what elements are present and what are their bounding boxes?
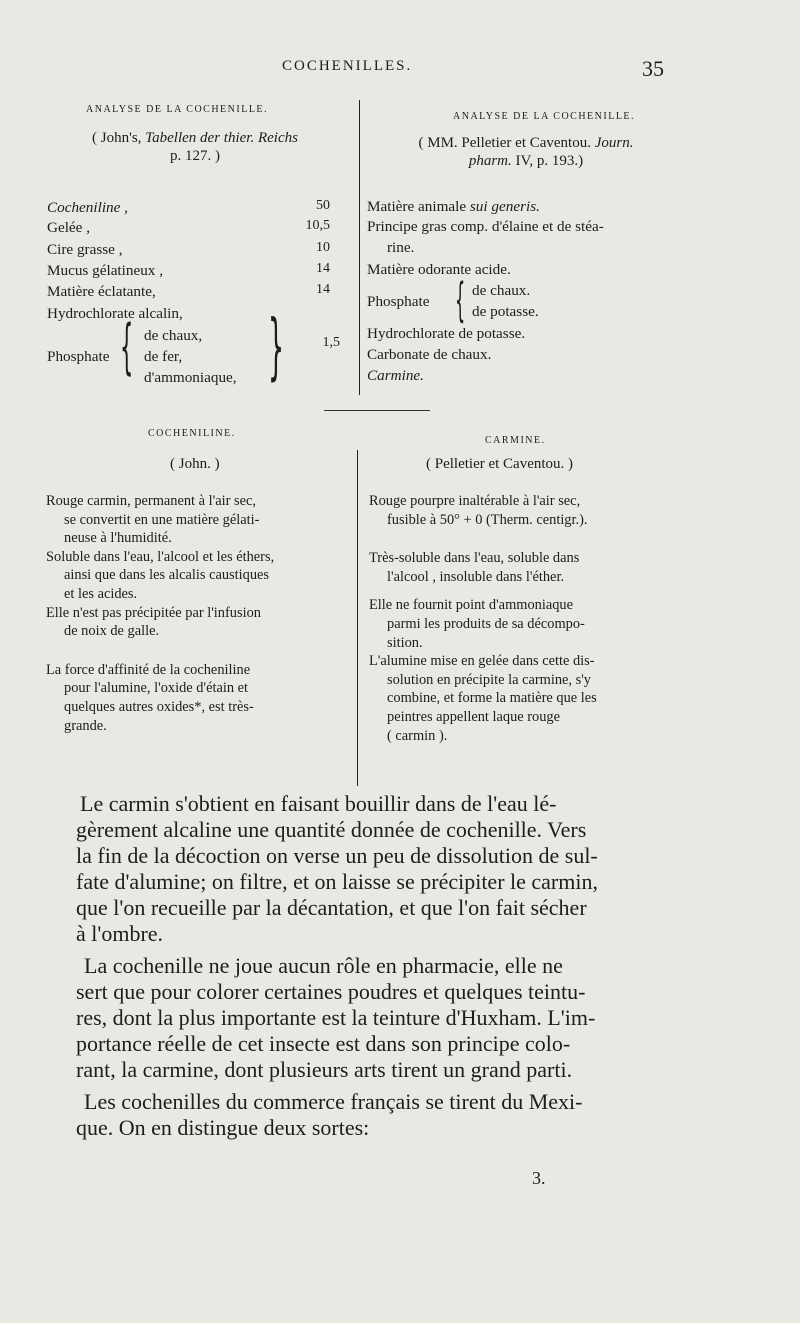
left-phosphate-sub-3: d'ammoniaque, bbox=[144, 369, 237, 386]
table2-column-divider bbox=[357, 450, 358, 786]
body-line: Les cochenilles du commerce français se tirent du Mexi- bbox=[84, 1089, 583, 1114]
left-phosphate-sub-1: de chaux, bbox=[144, 327, 203, 344]
body-line: Le carmin s'obtient en faisant bouillir dans de l'eau lé- bbox=[80, 791, 557, 816]
carmine-line: peintres appellent laque rouge bbox=[387, 708, 561, 725]
left-brace-open: { bbox=[120, 312, 134, 382]
body-line: rant, la carmine, dont plusieurs arts tirent un grand parti. bbox=[76, 1057, 573, 1082]
left-value-gelee: 10,5 bbox=[305, 218, 330, 233]
carmine-line: ( carmin ). bbox=[387, 727, 448, 744]
right-brace: { bbox=[455, 273, 466, 327]
left-item-matiere: Matière éclatante, bbox=[47, 283, 156, 300]
carmine-line: fusible à 50° + 0 (Therm. centigr.). bbox=[387, 511, 588, 528]
carmine-properties bbox=[369, 492, 679, 745]
right-phosphate-sub-2: de potasse. bbox=[472, 303, 539, 320]
cocheniline-line: Elle n'est pas précipitée par l'infusion bbox=[46, 604, 261, 621]
cocheniline-line: pour l'alumine, l'oxide d'étain et bbox=[64, 680, 249, 697]
left-value-mucus: 14 bbox=[316, 261, 330, 276]
carmine-line: parmi les produits de sa décompo- bbox=[387, 615, 585, 632]
cocheniline-line: Soluble dans l'eau, l'alcool et les éthers, bbox=[46, 548, 275, 565]
carmine-line: Elle ne fournit point d'ammoniaque bbox=[369, 597, 574, 614]
cocheniline-line: grande. bbox=[64, 717, 107, 734]
body-line: à l'ombre. bbox=[76, 921, 164, 946]
left-item-hydrochlorate: Hydrochlorate alcalin, bbox=[47, 305, 183, 322]
body-text bbox=[76, 791, 736, 1141]
cocheniline-line: neuse à l'humidité. bbox=[64, 530, 172, 547]
body-line: la fin de la décoction on verse un peu de dissolution de sul- bbox=[76, 843, 598, 868]
table2-left-source: ( John. ) bbox=[170, 456, 220, 472]
right-item-principe-gras-cont: rine. bbox=[387, 239, 415, 256]
cocheniline-line: de noix de galle. bbox=[64, 623, 160, 640]
table1-left-source: ( John's, Tabellen der thier. Reichs p. 127. ) bbox=[92, 130, 298, 164]
left-item-cire: Cire grasse , bbox=[47, 241, 123, 258]
right-item-carbonate: Carbonate de chaux. bbox=[367, 346, 492, 363]
left-phosphate-label: Phosphate bbox=[47, 348, 110, 365]
table2-right-source: ( Pelletier et Caventou. ) bbox=[426, 456, 574, 472]
left-phosphate-value: 1,5 bbox=[322, 335, 340, 350]
cocheniline-line: quelques autres oxides*, est très- bbox=[64, 698, 254, 715]
table1-right-source: ( MM. Pelletier et Caventou. Journ. pharm. IV, p. 193.) bbox=[418, 135, 634, 169]
signature-mark: 3. bbox=[532, 1168, 546, 1188]
left-value-cire: 10 bbox=[316, 240, 330, 255]
left-item-gelee: Gelée , bbox=[47, 219, 91, 236]
cocheniline-line: et les acides. bbox=[64, 585, 138, 602]
body-line: portance réelle de cet insecte est dans son principe colo- bbox=[76, 1031, 571, 1056]
right-item-hydrochlorate: Hydrochlorate de potasse. bbox=[367, 325, 526, 342]
body-line: fate d'alumine; on filtre, et on laisse se précipiter le carmin, bbox=[76, 869, 598, 894]
table2-left-heading: COCHENILINE. bbox=[148, 428, 236, 439]
table2-right-heading: CARMINE. bbox=[485, 435, 546, 446]
carmine-line: Rouge pourpre inaltérable à l'air sec, bbox=[369, 493, 581, 509]
carmine-line: combine, et forme la matière que les bbox=[387, 690, 597, 707]
table1-left-heading: ANALYSE DE LA COCHENILLE. bbox=[86, 104, 269, 115]
cocheniline-properties bbox=[46, 492, 351, 735]
table1-column-divider bbox=[359, 100, 360, 395]
table1-right-heading: ANALYSE DE LA COCHENILLE. bbox=[453, 111, 636, 122]
right-item-matiere-animale: Matière animale sui generis. bbox=[367, 198, 540, 215]
right-item-carmine: Carmine. bbox=[367, 367, 424, 384]
cocheniline-line: La force d'affinité de la cocheniline bbox=[46, 661, 251, 678]
carmine-line: sition. bbox=[387, 634, 423, 651]
right-phosphate-sub-1: de chaux. bbox=[472, 282, 531, 299]
cocheniline-line: se convertit en une matière gélati- bbox=[64, 511, 260, 528]
body-line: que. On en distingue deux sortes: bbox=[76, 1115, 370, 1140]
cocheniline-line: ainsi que dans les alcalis caustiques bbox=[64, 567, 270, 584]
carmine-line: solution en précipite la carmine, s'y bbox=[387, 671, 591, 688]
left-brace-close: } bbox=[268, 304, 285, 388]
carmine-line: L'alumine mise en gelée dans cette dis- bbox=[369, 653, 595, 670]
carmine-line: Très-soluble dans l'eau, soluble dans bbox=[369, 550, 580, 567]
body-line: que l'on recueille par la décantation, et que l'on fait sécher bbox=[76, 895, 587, 920]
body-line: sert que pour colorer certaines poudres et quelques teintu- bbox=[76, 979, 586, 1004]
cocheniline-line: Rouge carmin, permanent à l'air sec, bbox=[46, 493, 256, 509]
right-item-principe-gras: Principe gras comp. d'élaine et de stéa- bbox=[367, 218, 604, 235]
body-line: La cochenille ne joue aucun rôle en pharmacie, elle ne bbox=[84, 953, 563, 978]
right-item-matiere-odorante: Matière odorante acide. bbox=[367, 261, 511, 278]
left-item-mucus: Mucus gélatineux , bbox=[47, 262, 163, 279]
table-separator-rule bbox=[324, 410, 430, 411]
left-value-matiere: 14 bbox=[316, 282, 330, 297]
running-title: COCHENILLES. bbox=[282, 58, 413, 74]
left-value-cocheniline: 50 bbox=[316, 198, 330, 213]
body-line: res, dont la plus importante est la teinture d'Huxham. L'im- bbox=[76, 1005, 596, 1030]
body-line: gèrement alcaline une quantité donnée de cochenille. Vers bbox=[76, 817, 587, 842]
left-phosphate-sub-2: de fer, bbox=[144, 348, 183, 365]
carmine-line: l'alcool , insoluble dans l'éther. bbox=[387, 568, 565, 585]
left-item-cocheniline: Cocheniline , bbox=[47, 199, 128, 216]
right-phosphate-label: Phosphate bbox=[367, 293, 430, 310]
page-number: 35 bbox=[642, 56, 664, 81]
